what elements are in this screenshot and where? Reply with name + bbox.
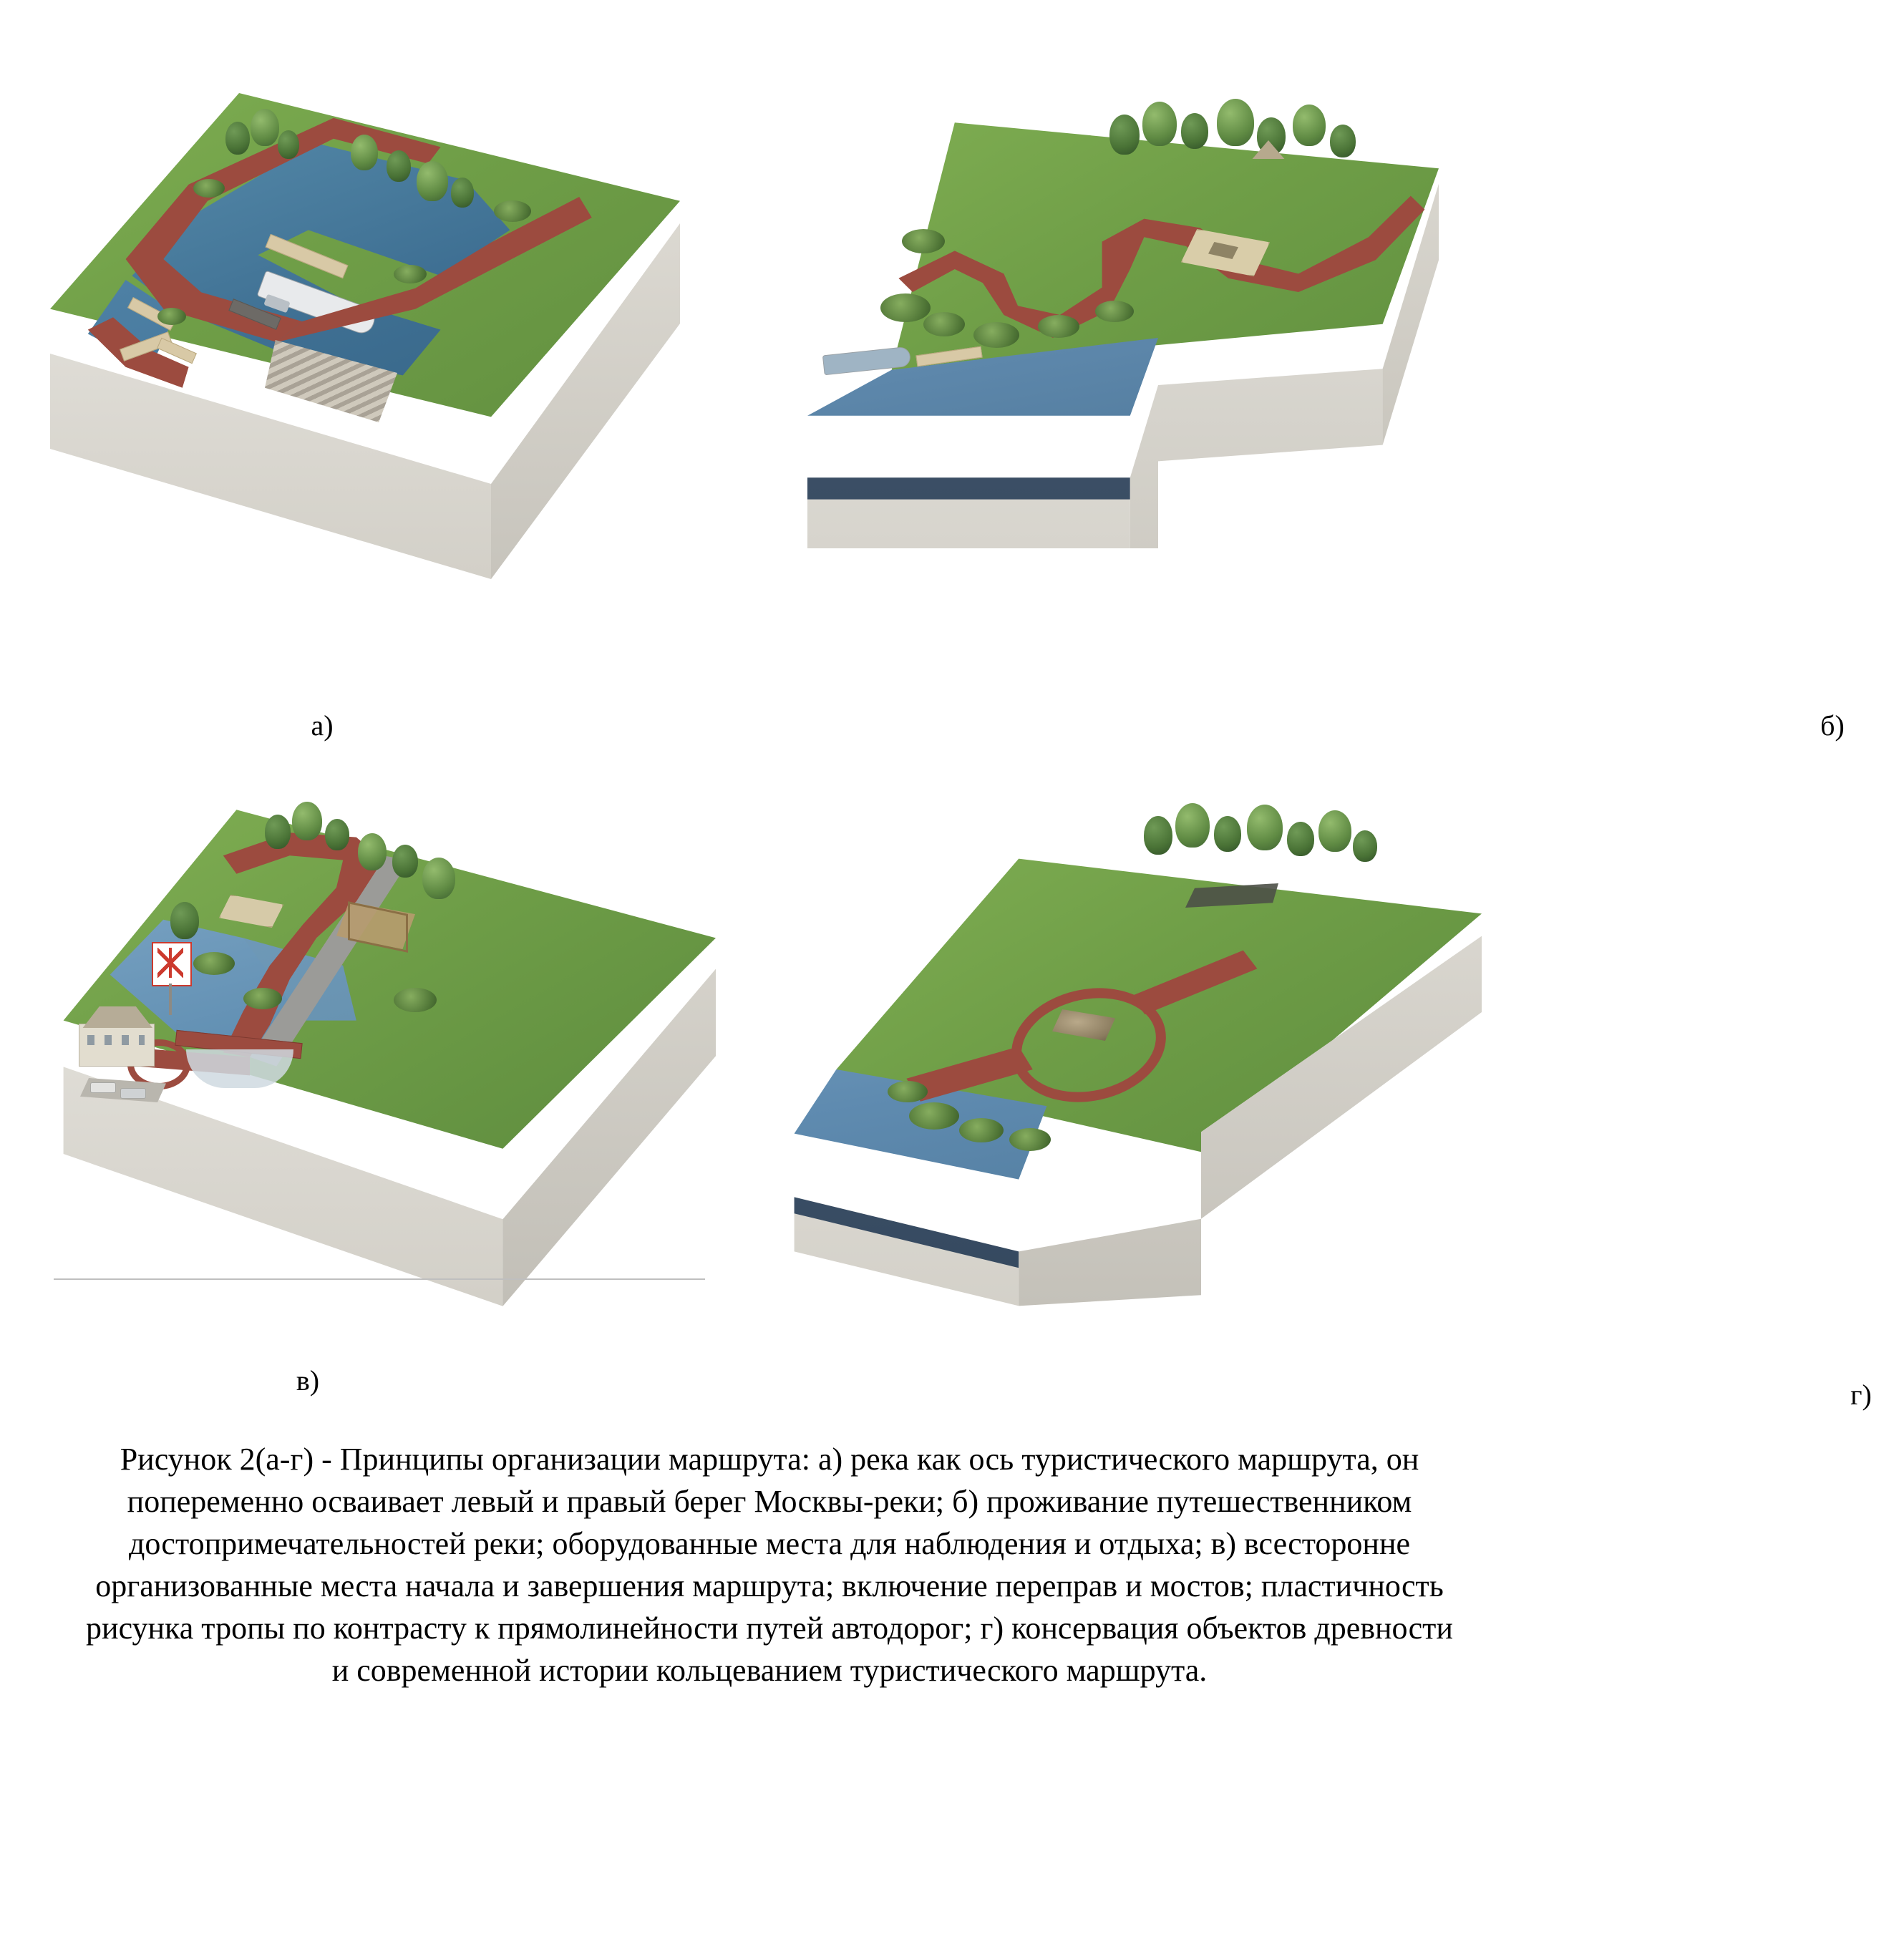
- panel-b-tree-6: [1293, 105, 1326, 146]
- figure-panel-g: [759, 773, 1872, 1411]
- panel-a-tree-1: [225, 122, 250, 155]
- panel-a-tree-6: [417, 161, 448, 201]
- panel-g-shrub-4: [1009, 1128, 1051, 1151]
- panel-b-tree-2: [1142, 102, 1177, 146]
- panel-v-house: [79, 1024, 155, 1067]
- panel-a-tree-2: [251, 109, 279, 146]
- panel-v-sign-post: [169, 984, 172, 1015]
- panel-b-canvas: [723, 43, 1496, 687]
- panel-a-label: а): [311, 709, 334, 742]
- panel-g-tree-3: [1214, 816, 1241, 852]
- panel-b-shrub-6: [902, 229, 945, 253]
- panel-a-shrub-2: [494, 200, 531, 222]
- panel-b-shrub-4: [1038, 315, 1079, 338]
- panel-a-tree-3: [278, 130, 299, 159]
- panel-g-tree-7: [1353, 830, 1377, 862]
- panel-b-shrub-1: [880, 293, 931, 322]
- panel-a-tree-7: [451, 178, 474, 208]
- panel-v-car-2: [120, 1088, 146, 1099]
- panel-a-shrub-4: [394, 265, 427, 283]
- panel-b-tree-7: [1330, 125, 1356, 157]
- panel-v-shrub-3: [394, 988, 437, 1012]
- panel-g-shrub-3: [888, 1081, 928, 1102]
- panel-b-base-block: [737, 86, 1439, 630]
- panel-v-tree-5: [392, 845, 418, 878]
- panel-b-tree-4: [1217, 99, 1254, 146]
- panel-g-shrub-1: [909, 1102, 959, 1130]
- figure-panel-v: [29, 752, 759, 1410]
- panel-g-tree-4: [1247, 805, 1283, 850]
- panel-v-tree-4: [358, 833, 387, 870]
- panel-v-sign-graphic: [157, 948, 183, 978]
- panel-v-base-block: [50, 773, 716, 1317]
- panel-v-car-1: [90, 1082, 116, 1093]
- panel-a-base-block: [50, 93, 680, 594]
- figure-panel-a: [29, 43, 759, 742]
- panel-b-label: б): [1820, 709, 1845, 742]
- panel-b-tree-1: [1109, 115, 1140, 155]
- panel-v-tree-7: [170, 902, 199, 939]
- panel-g-label: г): [1850, 1379, 1872, 1411]
- panel-g-base-block: [780, 795, 1482, 1339]
- figure-caption-text: Рисунок 2(а-г) - Принципы организации маршрута: а) река как ось туристического маршрута, он попеременно осваивает левый и правый берег Москвы-реки; б) проживание путешественником достопримечательностей реки; оборудованные места для наблюдения и отдыха; в) всесторонне организованные места начала и завершения маршрута; включение переправ и мостов; пластичность рисунка тропы по контрасту к прямолинейности путей автодорог; г) консервация объектов древности и современной истории кольцеванием туристического маршрута.: [86, 1442, 1453, 1688]
- panel-b-tree-3: [1181, 113, 1208, 149]
- panel-v-shrub-2: [243, 988, 282, 1009]
- panel-a-shrub-3: [157, 308, 186, 325]
- panel-g-canvas: [759, 773, 1517, 1403]
- panel-v-tree-2: [292, 802, 322, 840]
- panel-a-tree-5: [387, 150, 411, 182]
- panel-g-tree-5: [1287, 822, 1314, 856]
- panel-b-shrub-5: [1095, 301, 1134, 322]
- figure-panel-b: [723, 43, 1845, 742]
- panel-v-canvas: [29, 752, 759, 1410]
- panel-a-tree-4: [351, 135, 378, 170]
- panel-a-shrub-1: [193, 179, 225, 198]
- horizontal-rule: [54, 1278, 705, 1280]
- panel-b-shrub-2: [923, 312, 965, 336]
- panel-v-shrub-1: [193, 952, 235, 975]
- panel-v-tree-6: [422, 858, 455, 899]
- panel-g-tree-2: [1175, 803, 1210, 848]
- panel-v-tree-1: [265, 815, 291, 849]
- figure-caption: [79, 1439, 1460, 1692]
- panel-g-tree-1: [1144, 816, 1172, 855]
- panel-v-house-windows: [87, 1035, 145, 1045]
- panel-g-tree-6: [1318, 810, 1351, 852]
- panel-v-tree-3: [325, 819, 349, 850]
- panel-a-canvas: [29, 43, 759, 687]
- panel-v-label: в): [296, 1364, 320, 1397]
- panel-g-shrub-2: [959, 1118, 1004, 1142]
- panel-b-shrub-3: [973, 322, 1019, 348]
